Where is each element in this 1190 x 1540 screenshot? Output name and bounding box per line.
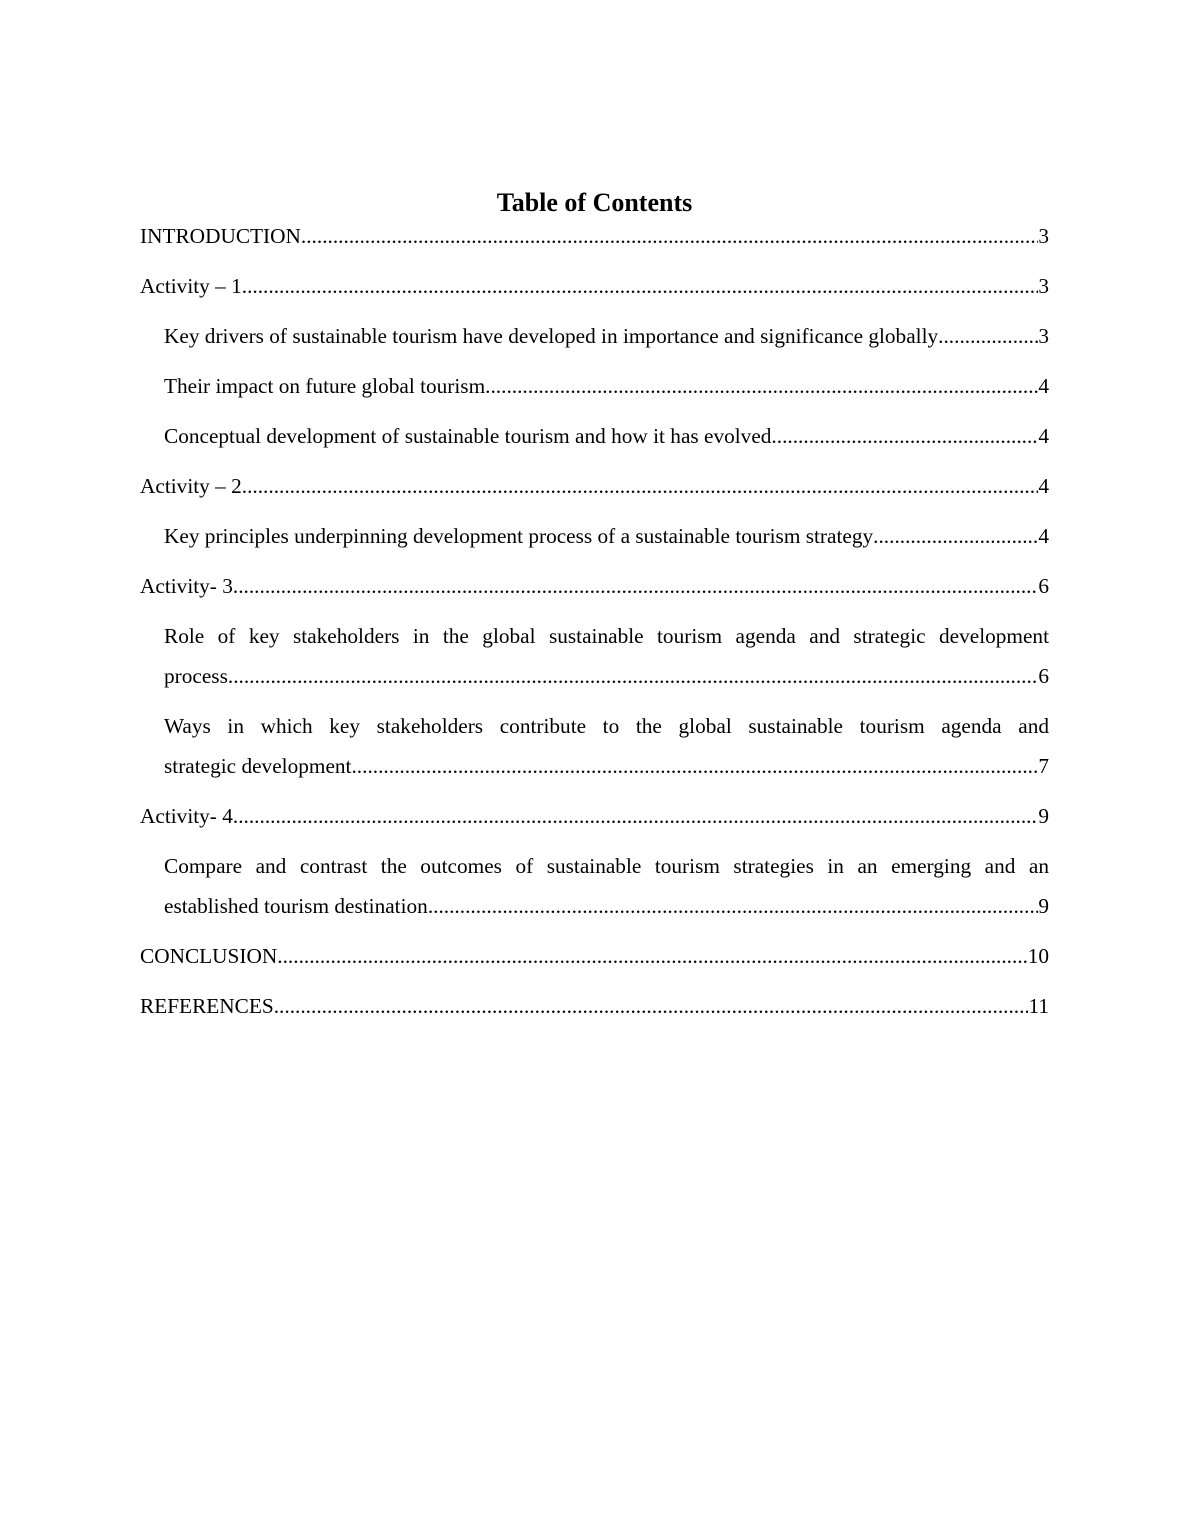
toc-page-number: 4 <box>1038 524 1049 548</box>
toc-entry-row <box>140 266 1049 306</box>
toc-entry-row <box>140 796 1049 836</box>
toc-entry-title: Activity – 2 <box>140 474 242 498</box>
toc-entry-title: Conceptual development of sustainable tourism and how it has evolved <box>164 424 772 448</box>
toc-entry-title: CONCLUSION <box>140 944 278 968</box>
document-page <box>140 186 1049 1036</box>
toc-entry-line: Role of key stakeholders in the global sustainable tourism agenda and strategic development <box>164 624 1049 648</box>
toc-page-number: 10 <box>1027 944 1049 968</box>
toc-entry-row <box>164 316 1049 356</box>
toc-entry-row <box>164 516 1049 556</box>
toc-page-number: 4 <box>1038 474 1049 498</box>
toc-page-number: 7 <box>1038 754 1049 778</box>
dot-leader <box>428 886 1039 926</box>
toc-entry-row <box>164 746 1049 786</box>
dot-leader <box>233 796 1038 836</box>
toc-entry-row <box>140 986 1049 1026</box>
toc-entry[interactable] <box>140 516 1049 556</box>
toc-list <box>140 216 1049 1026</box>
toc-page-number: 4 <box>1038 374 1049 398</box>
toc-title: Table of Contents <box>496 188 693 217</box>
dot-leader <box>301 216 1038 256</box>
toc-entry[interactable] <box>140 466 1049 506</box>
toc-entry-title: INTRODUCTION <box>140 224 301 248</box>
dot-leader <box>233 566 1038 606</box>
toc-entry[interactable] <box>140 796 1049 836</box>
dot-leader <box>938 316 1038 356</box>
toc-entry-row <box>140 936 1049 976</box>
dot-leader <box>242 466 1039 506</box>
toc-entry-title: process <box>164 664 228 688</box>
toc-entry[interactable] <box>140 366 1049 406</box>
toc-page-number: 11 <box>1028 994 1049 1018</box>
toc-entry-row <box>164 416 1049 456</box>
toc-entry-title: Key drivers of sustainable tourism have developed in importance and significance globally <box>164 324 939 348</box>
toc-entry[interactable] <box>140 616 1049 696</box>
toc-entry[interactable] <box>140 216 1049 256</box>
dot-leader <box>873 516 1038 556</box>
toc-entry[interactable] <box>140 936 1049 976</box>
toc-entry-title: REFERENCES <box>140 994 274 1018</box>
toc-entry[interactable] <box>140 316 1049 356</box>
toc-entry-title: Their impact on future global tourism <box>164 374 486 398</box>
toc-entry-row <box>140 566 1049 606</box>
toc-entry-row <box>164 886 1049 926</box>
dot-leader <box>228 656 1038 696</box>
toc-entry-row <box>164 366 1049 406</box>
toc-entry-row <box>164 656 1049 696</box>
toc-entry-title: Activity- 3 <box>140 574 233 598</box>
toc-entry-title: Activity- 4 <box>140 804 233 828</box>
toc-entry-title: established tourism destination <box>164 894 428 918</box>
dot-leader <box>274 986 1029 1026</box>
dot-leader <box>771 416 1038 456</box>
toc-entry-title: strategic development <box>164 754 352 778</box>
toc-page-number: 3 <box>1038 224 1049 248</box>
toc-page-number: 9 <box>1038 804 1049 828</box>
toc-entry-title: Activity – 1 <box>140 274 242 298</box>
toc-page-number: 6 <box>1038 664 1049 688</box>
toc-page-number: 3 <box>1038 274 1049 298</box>
toc-entry[interactable] <box>140 846 1049 926</box>
dot-leader <box>351 746 1038 786</box>
toc-page-number: 6 <box>1038 574 1049 598</box>
toc-entry[interactable] <box>140 266 1049 306</box>
dot-leader <box>485 366 1038 406</box>
toc-entry[interactable] <box>140 416 1049 456</box>
toc-page-number: 9 <box>1038 894 1049 918</box>
toc-entry-title: Key principles underpinning development process of a sustainable tourism strategy <box>164 524 874 548</box>
toc-entry[interactable] <box>140 566 1049 606</box>
toc-entry-row <box>140 466 1049 506</box>
toc-entry-line: Compare and contrast the outcomes of sustainable tourism strategies in an emerging and an <box>164 854 1049 878</box>
dot-leader <box>242 266 1039 306</box>
toc-entry[interactable] <box>140 986 1049 1026</box>
dot-leader <box>277 936 1027 976</box>
toc-entry[interactable] <box>140 706 1049 786</box>
toc-page-number: 3 <box>1038 324 1049 348</box>
toc-entry-line: Ways in which key stakeholders contribute to the global sustainable tourism agenda and <box>164 714 1049 738</box>
toc-entry-row <box>140 216 1049 256</box>
toc-page-number: 4 <box>1038 424 1049 448</box>
